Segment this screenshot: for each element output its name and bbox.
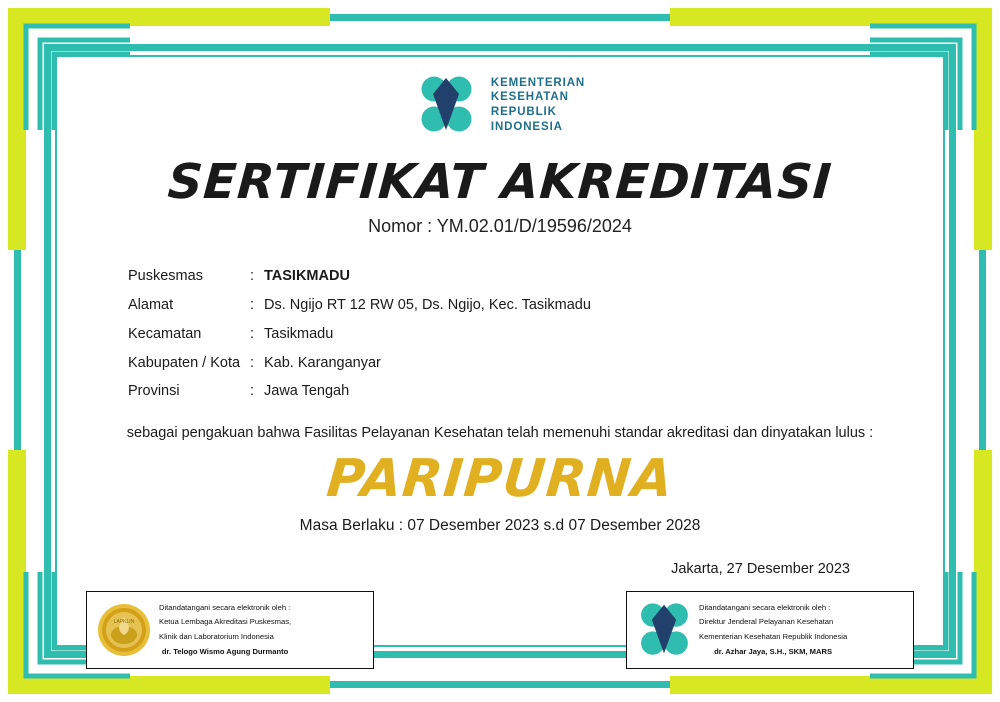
place-and-date: Jakarta, 27 Desember 2023 <box>671 561 850 578</box>
page-title: SERTIFIKAT AKREDITASI <box>166 154 834 210</box>
signer-position-line2: Klinik dan Laboratorium Indonesia <box>159 631 274 641</box>
field-colon: : <box>250 325 255 342</box>
teal-accent-bottom <box>330 681 670 688</box>
logo-line-1: KEMENTERIAN <box>490 76 586 89</box>
field-label: Kabupaten / Kota <box>128 354 241 371</box>
svg-text:LAPKLIN: LAPKLIN <box>113 619 135 626</box>
field-row-puskesmas <box>128 267 938 286</box>
validity-period: Masa Berlaku : 07 Desember 2023 s.d 07 Desember 2028 <box>299 517 701 535</box>
signer-name: dr. Azhar Jaya, S.H., SKM, MARS <box>714 646 833 656</box>
field-label: Puskesmas <box>128 268 203 284</box>
signature-block-right <box>626 591 914 669</box>
certificate-number: Nomor : YM.02.01/D/19596/2024 <box>368 216 632 236</box>
esign-note: Ditandatangani secara elektronik oleh : <box>699 603 831 613</box>
field-value: Jawa Tengah <box>264 383 350 400</box>
field-colon: : <box>250 296 255 313</box>
field-row-alamat <box>128 296 938 315</box>
facility-details <box>128 267 938 401</box>
kemenkes-logo-icon <box>635 601 693 659</box>
field-label: Kecamatan <box>128 325 202 342</box>
teal-accent-left <box>14 250 21 450</box>
field-value: Tasikmadu <box>264 325 334 342</box>
field-colon: : <box>250 383 255 400</box>
accreditation-grade: PARIPURNA <box>324 449 676 510</box>
logo-line-4: INDONESIA <box>490 120 563 133</box>
accreditation-statement: sebagai pengakuan bahwa Fasilitas Pelayanan Kesehatan telah memenuhi standar akreditasi dan dinyatakan lulus : <box>126 425 874 442</box>
esign-note: Ditandatangani secara elektronik oleh : <box>159 603 291 613</box>
field-row-kabupaten-kota <box>128 354 938 373</box>
signer-name: dr. Telogo Wismo Agung Durmanto <box>161 646 289 656</box>
field-colon: : <box>250 354 255 371</box>
field-row-kecamatan <box>128 325 938 344</box>
signer-position-line1: Ketua Lembaga Akreditasi Puskesmas, <box>159 616 292 626</box>
ministry-logo-text <box>491 76 585 135</box>
kemenkes-logo-icon <box>415 74 477 136</box>
field-label: Alamat <box>128 296 174 313</box>
signer-position-line2: Kementerian Kesehatan Republik Indonesia <box>699 631 848 641</box>
teal-accent-right <box>979 250 986 450</box>
signature-text-left <box>159 603 291 657</box>
signature-row <box>62 591 938 669</box>
field-colon: : <box>250 268 255 284</box>
ministry-logo-block <box>62 74 938 136</box>
teal-accent-top <box>330 14 670 21</box>
signer-position-line1: Direktur Jenderal Pelayanan Kesehatan <box>699 616 834 626</box>
field-row-provinsi <box>128 382 938 401</box>
field-value: Kab. Karanganyar <box>264 354 381 371</box>
signature-block-left <box>86 591 374 669</box>
certificate-content <box>62 62 938 656</box>
field-value: Ds. Ngijo RT 12 RW 05, Ds. Ngijo, Kec. Tasikmadu <box>264 296 591 313</box>
logo-line-2: KESEHATAN <box>490 91 569 104</box>
lapklin-gold-seal-icon <box>95 601 153 659</box>
field-value: TASIKMADU <box>264 268 350 284</box>
logo-line-3: REPUBLIK <box>490 106 557 118</box>
signature-text-right <box>699 603 847 657</box>
field-label: Provinsi <box>128 383 180 400</box>
